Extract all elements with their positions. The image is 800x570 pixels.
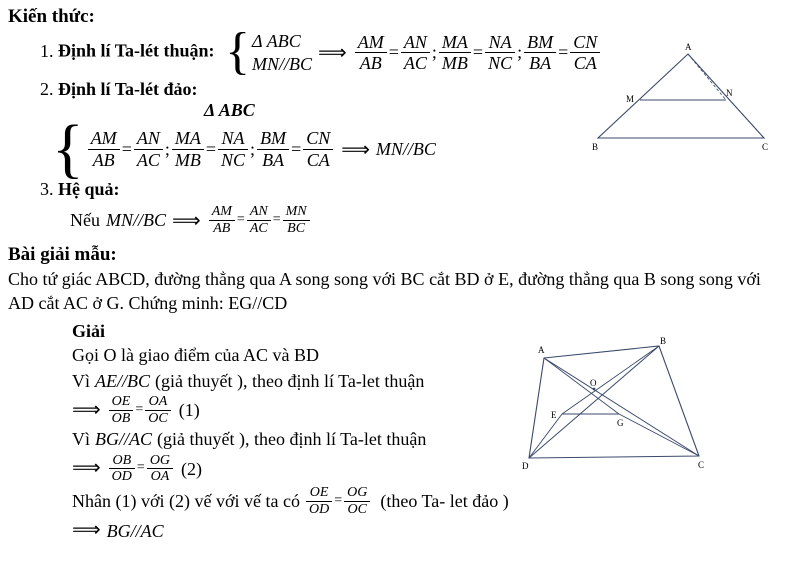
equals-sign: = bbox=[236, 212, 245, 228]
equals-sign: = bbox=[205, 138, 217, 159]
document-page bbox=[0, 6, 800, 570]
separator: ; bbox=[250, 138, 256, 159]
line2-prefix: Vì bbox=[72, 371, 90, 392]
fraction-cn-ca: $\frac{CN}{CA}$ bbox=[303, 128, 333, 169]
list-item bbox=[58, 179, 800, 236]
equation-tag-2: (2) bbox=[181, 458, 203, 479]
line4-prefix: Vì bbox=[72, 429, 90, 450]
label-m: M bbox=[626, 94, 635, 104]
line2-suffix: (giả thuyết ), theo định lí Ta-let thuận bbox=[155, 371, 425, 392]
equals-sign: = bbox=[135, 401, 144, 417]
label-e: E bbox=[551, 410, 557, 420]
line6-suffix: (theo Ta- let đảo ) bbox=[380, 490, 509, 511]
separator: ; bbox=[431, 42, 437, 62]
condition-parallel: MN//BC bbox=[252, 53, 313, 74]
label-g: G bbox=[617, 418, 624, 428]
label-a: A bbox=[538, 345, 545, 355]
fraction-og-oc: $\frac{OG}{OC}$ bbox=[344, 485, 370, 517]
condition-triangle-dao: Δ ABC bbox=[204, 100, 255, 120]
label-n: N bbox=[726, 88, 733, 98]
fraction-bm-ba: $\frac{BM}{BA}$ bbox=[524, 32, 556, 73]
separator: ; bbox=[517, 42, 523, 62]
implies-icon: ⟹ bbox=[72, 457, 101, 480]
fraction-cn-ca: $\frac{CN}{CA}$ bbox=[570, 32, 600, 73]
line4-math: BG//AC bbox=[95, 429, 152, 450]
fraction-am-ab: $\frac{AM}{AB}$ bbox=[355, 32, 387, 73]
equals-sign: = bbox=[272, 212, 281, 228]
heading-example: Bài giải mẫu: bbox=[8, 244, 117, 266]
fraction-ma-mb: $\frac{MA}{MB}$ bbox=[439, 32, 471, 73]
equals-sign: = bbox=[136, 460, 145, 476]
implies-icon: ⟹ bbox=[318, 42, 347, 64]
implies-icon: ⟹ bbox=[172, 209, 201, 232]
fraction-am-ab: $\frac{AM}{AB}$ bbox=[88, 128, 120, 169]
corollary-condition: MN//BC bbox=[106, 209, 167, 230]
label-c: C bbox=[762, 142, 769, 152]
fraction-ma-mb: $\frac{MA}{MB}$ bbox=[172, 128, 204, 169]
implies-icon: ⟹ bbox=[72, 519, 101, 542]
brace-icon: { bbox=[225, 23, 251, 81]
brace-icon: { bbox=[52, 112, 84, 185]
figure-quadrilateral-abcd bbox=[484, 336, 784, 476]
fraction-an-ac: $\frac{AN}{AC}$ bbox=[134, 128, 163, 169]
corollary-formula bbox=[70, 204, 800, 236]
label-b: B bbox=[592, 142, 599, 152]
fraction-an-ac: $\frac{AN}{AC}$ bbox=[247, 204, 271, 236]
line7-math: BG//AC bbox=[106, 520, 164, 541]
equals-sign: = bbox=[121, 138, 132, 159]
conclusion-mn-bc: MN//BC bbox=[375, 138, 436, 159]
fraction-oa-oc: $\frac{OA}{OC}$ bbox=[145, 394, 170, 426]
problem-statement: Cho tứ giác ABCD, đường thẳng qua A song song với BC cắt BD ở E, đường thẳng qua B song song với AD cắt AC ở G. Chứng minh: EG//CD bbox=[8, 269, 761, 313]
fraction-ob-od: $\frac{OB}{OD}$ bbox=[109, 453, 135, 485]
fraction-na-nc: $\frac{NA}{NC}$ bbox=[218, 128, 248, 169]
label-o: O bbox=[590, 378, 597, 388]
equals-sign: = bbox=[558, 42, 569, 62]
solution-line-6 bbox=[72, 485, 800, 517]
fraction-am-ab: $\frac{AM}{AB}$ bbox=[209, 204, 235, 236]
label-a: A bbox=[685, 42, 692, 52]
fraction-mn-bc: $\frac{MN}{BC}$ bbox=[283, 204, 310, 236]
equals-sign: = bbox=[334, 492, 343, 508]
separator: ; bbox=[164, 138, 170, 159]
implies-icon: ⟹ bbox=[72, 398, 101, 421]
theorem-1-label: Định lí Ta-lét thuận: bbox=[58, 40, 215, 61]
label-b: B bbox=[660, 336, 667, 346]
solution-line-7 bbox=[72, 517, 800, 544]
corollary-prefix: Nếu bbox=[70, 209, 100, 230]
equals-sign: = bbox=[472, 42, 484, 62]
line6-prefix: Nhân (1) với (2) vế với vế ta có bbox=[72, 490, 300, 511]
fraction-an-ac: $\frac{AN}{AC}$ bbox=[401, 32, 430, 73]
line2-math: AE//BC bbox=[95, 371, 150, 392]
line4-suffix: (giả thuyết ), theo định lí Ta-let thuận bbox=[157, 429, 427, 450]
theorem-2-label: Định lí Ta-lét đảo: bbox=[58, 79, 198, 99]
label-d: D bbox=[522, 461, 529, 471]
fraction-bm-ba: $\frac{BM}{BA}$ bbox=[257, 128, 289, 169]
fraction-oe-od: $\frac{OE}{OD}$ bbox=[306, 485, 332, 517]
label-c: C bbox=[698, 460, 705, 470]
solution-line-1: Gọi O là giao điểm của AC và BD bbox=[72, 345, 319, 366]
heading-knowledge: Kiến thức: bbox=[8, 6, 95, 27]
equals-sign: = bbox=[388, 42, 399, 62]
fraction-og-oa: $\frac{OG}{OA}$ bbox=[147, 453, 173, 485]
figure-triangle-abc bbox=[588, 42, 788, 152]
implies-icon: ⟹ bbox=[341, 138, 370, 161]
corollary-label: Hệ quả: bbox=[58, 179, 120, 200]
equation-tag-1: (1) bbox=[178, 400, 200, 421]
condition-triangle: Δ ABC bbox=[252, 31, 301, 51]
theorem-1-system bbox=[225, 23, 602, 81]
fraction-oe-ob: $\frac{OE}{OB}$ bbox=[109, 394, 134, 426]
solution-title: Giải bbox=[72, 321, 106, 342]
fraction-na-nc: $\frac{NA}{NC}$ bbox=[485, 32, 515, 73]
equals-sign: = bbox=[291, 138, 302, 159]
